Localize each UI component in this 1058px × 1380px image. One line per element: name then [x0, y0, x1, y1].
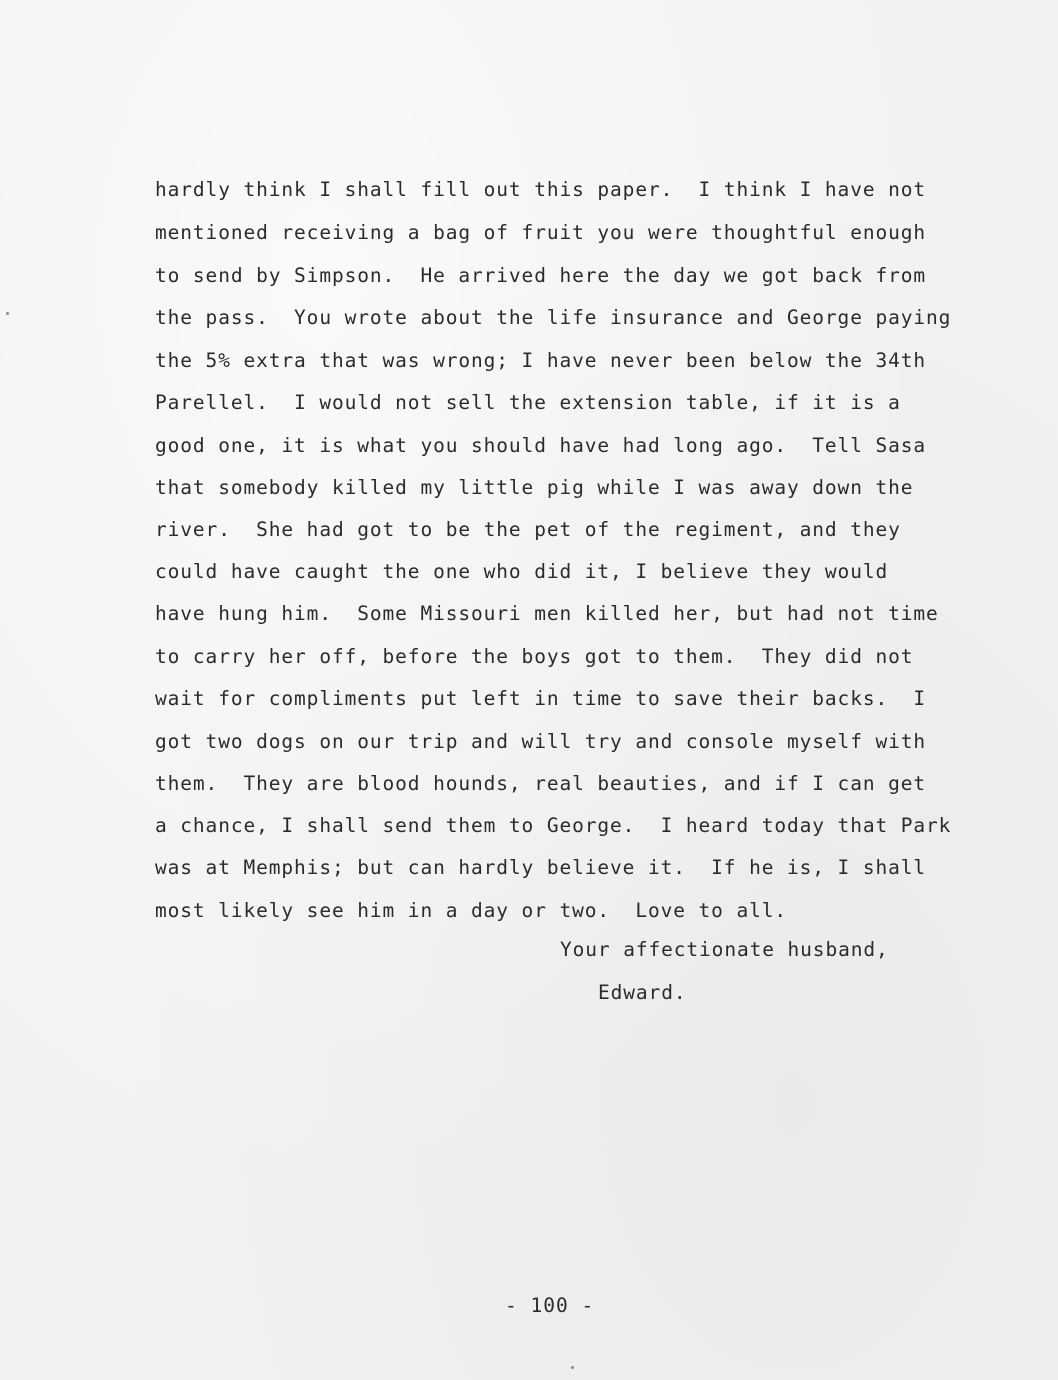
- letter-line: hardly think I shall fill out this paper. I think I have not: [155, 178, 927, 201]
- letter-line: them. They are blood hounds, real beauties, and if I can get: [155, 772, 927, 795]
- letter-line: Parellel. I would not sell the extension table, if it is a: [155, 391, 901, 414]
- page-number: - 100 -: [505, 1294, 595, 1317]
- letter-line: got two dogs on our trip and will try and console myself with: [155, 730, 927, 753]
- letter-line: wait for compliments put left in time to save their backs. I: [155, 687, 927, 710]
- letter-line: mentioned receiving a bag of fruit you were thoughtful enough: [155, 221, 927, 244]
- paper-speck: [6, 312, 9, 315]
- letter-line: was at Memphis; but can hardly believe it. If he is, I shall: [155, 856, 927, 879]
- letter-line: most likely see him in a day or two. Love to all.: [155, 899, 787, 922]
- paper-speck: [571, 1366, 574, 1369]
- letter-line: a chance, I shall send them to George. I heard today that Park: [155, 814, 952, 837]
- letter-line: to carry her off, before the boys got to them. They did not: [155, 645, 914, 668]
- letter-line: to send by Simpson. He arrived here the day we got back from: [155, 264, 927, 287]
- letter-line: river. She had got to be the pet of the regiment, and they: [155, 518, 901, 541]
- letter-closing: Your affectionate husband,: [560, 938, 889, 961]
- letter-line: have hung him. Some Missouri men killed her, but had not time: [155, 602, 939, 625]
- letter-line: the pass. You wrote about the life insurance and George paying: [155, 306, 952, 329]
- letter-line: good one, it is what you should have had long ago. Tell Sasa: [155, 434, 927, 457]
- letter-line: could have caught the one who did it, I believe they would: [155, 560, 889, 583]
- letter-line: the 5% extra that was wrong; I have never been below the 34th: [155, 349, 927, 372]
- letter-line: that somebody killed my little pig while I was away down the: [155, 476, 914, 499]
- letter-signature: Edward.: [598, 981, 687, 1004]
